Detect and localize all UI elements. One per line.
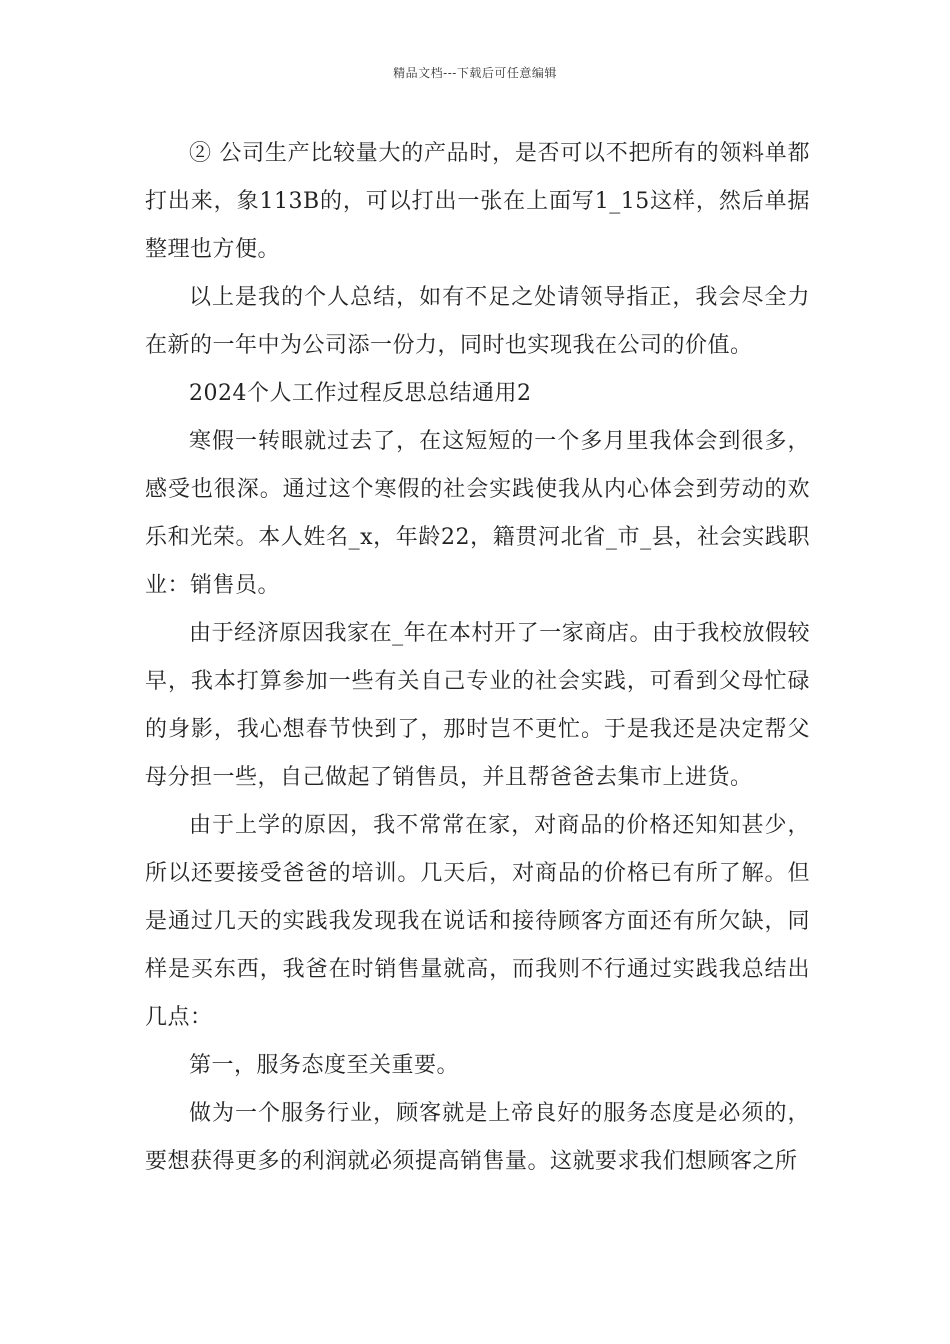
paragraph: 第一，服务态度至关重要。	[189, 1053, 460, 1078]
page-header: 精品文档---下载后可任意编辑	[393, 66, 557, 80]
section-heading: 2024个人工作过程反思总结通用2	[189, 381, 532, 406]
paragraph: 寒假一转眼就过去了，在这短短的一个多月里我体会到很多，感受也很深。通过这个寒假的社会实践使我从内心体会到劳动的欢乐和光荣。本人姓名_x，年龄22，籍贯河北省_市_县，社会实践职业：销售员。	[145, 429, 810, 598]
paragraph: 由于经济原因我家在_年在本村开了一家商店。由于我校放假较早，我本打算参加一些有关自己专业的社会实践，可看到父母忙碌的身影，我心想春节快到了，那时岂不更忙。于是我还是决定帮父母分担一些，自己做起了销售员，并且帮爸爸去集市上进货。	[145, 621, 810, 790]
paragraph: ② 公司生产比较量大的产品时，是否可以不把所有的领料单都打出来，象113B的，可以打出一张在上面写1_15这样，然后单据整理也方便。	[145, 141, 810, 262]
document-body	[145, 130, 810, 1186]
paragraph: 做为一个服务行业，顾客就是上帝良好的服务态度是必须的，要想获得更多的利润就必须提高销售量。这就要求我们想顾客之所	[145, 1101, 810, 1174]
paragraph: 以上是我的个人总结，如有不足之处请领导指正，我会尽全力在新的一年中为公司添一份力，同时也实现我在公司的价值。	[145, 285, 810, 358]
paragraph: 由于上学的原因，我不常常在家，对商品的价格还知知甚少，所以还要接受爸爸的培训。几天后，对商品的价格已有所了解。但是通过几天的实践我发现我在说话和接待顾客方面还有所欠缺，同样是买东西，我爸在时销售量就高，而我则不行通过实践我总结出几点：	[145, 813, 810, 1030]
